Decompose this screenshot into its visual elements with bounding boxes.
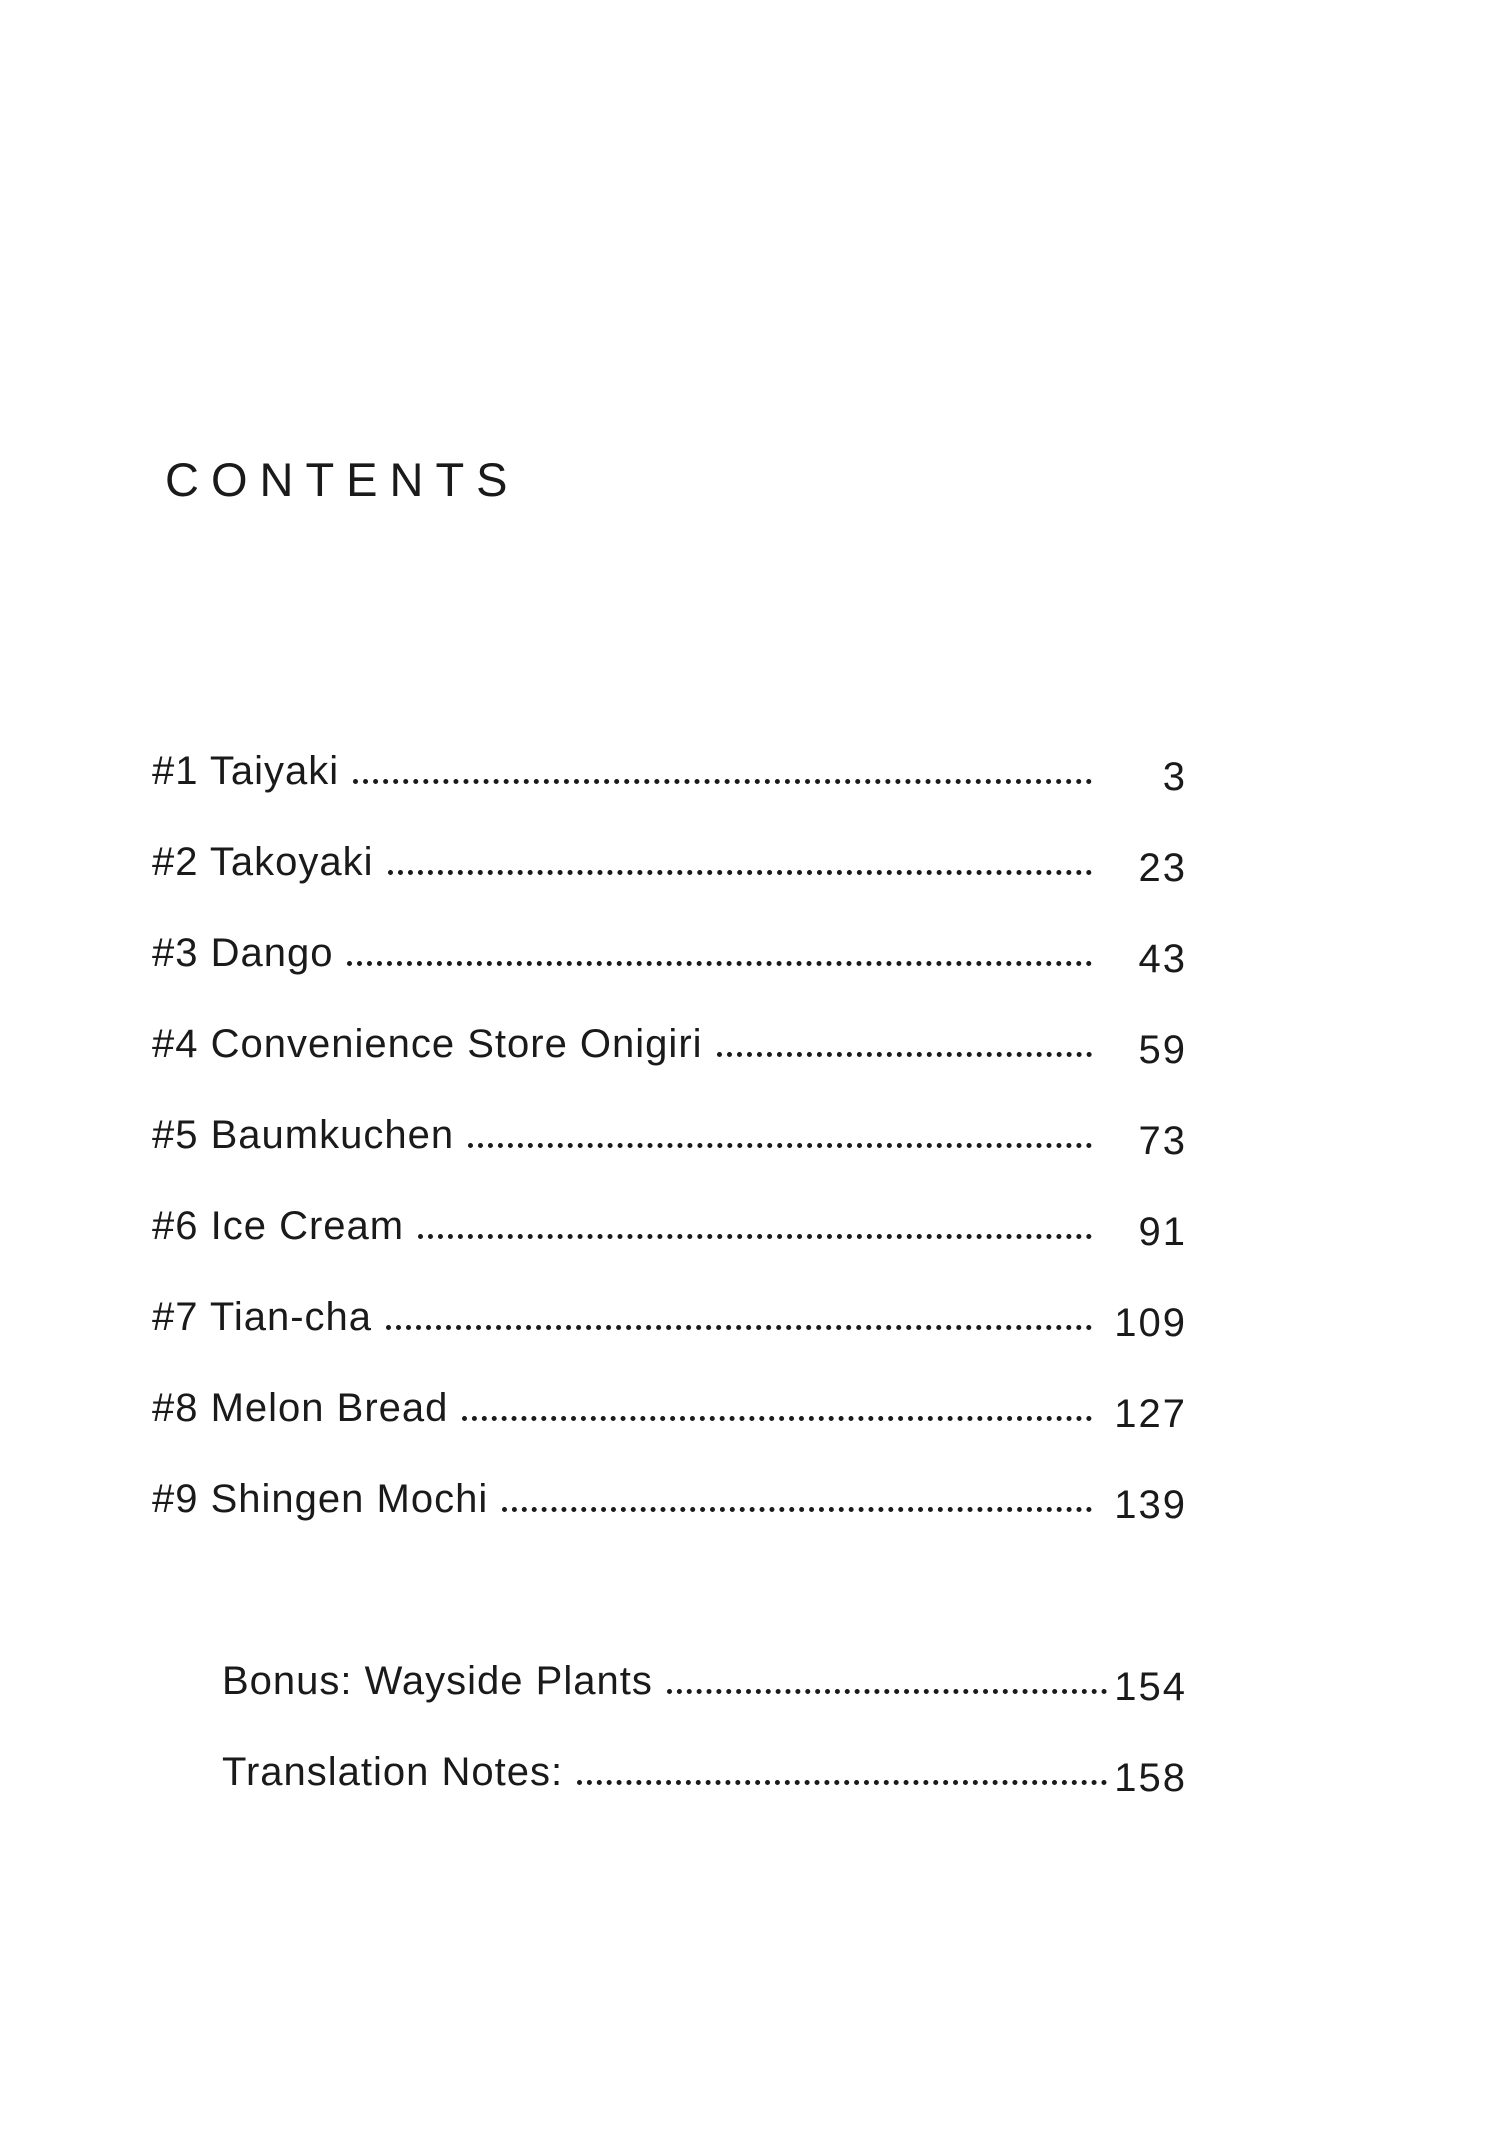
toc-entry-page: 127 [1114, 1392, 1187, 1436]
toc-entry-page: 59 [1138, 1028, 1187, 1072]
toc-entry-2[interactable] [152, 791, 1187, 890]
dot-leader [717, 1052, 1092, 1057]
dot-leader [418, 1234, 1092, 1239]
toc-entry-1[interactable] [152, 700, 1187, 799]
toc-entry-label: #9 Shingen Mochi [152, 1477, 489, 1521]
toc-entry-label: #1 Taiyaki [152, 749, 340, 793]
dot-leader [462, 1416, 1092, 1421]
toc-entry-page: 139 [1114, 1483, 1187, 1527]
dot-leader [468, 1143, 1092, 1148]
toc-entry-bonus[interactable] [222, 1610, 1187, 1709]
toc-entry-page: 109 [1114, 1301, 1187, 1345]
toc-entry-label: #8 Melon Bread [152, 1386, 449, 1430]
toc-entry-label: #6 Ice Cream [152, 1204, 405, 1248]
dot-leader [388, 870, 1092, 875]
toc-entry-label: #5 Baumkuchen [152, 1113, 455, 1157]
toc-entry-label: #3 Dango [152, 931, 334, 975]
toc-entry-5[interactable] [152, 1064, 1187, 1163]
toc-entry-label: #2 Takoyaki [152, 840, 374, 884]
extras-list [222, 1610, 1187, 1800]
toc-entry-page: 91 [1138, 1210, 1187, 1254]
dot-leader [577, 1780, 1107, 1785]
toc-entry-page: 73 [1138, 1119, 1187, 1163]
page-title: CONTENTS [165, 453, 520, 507]
toc-entry-translation-notes[interactable] [222, 1701, 1187, 1800]
toc-entry-label: #4 Convenience Store Onigiri [152, 1022, 703, 1066]
toc-entry-page: 43 [1138, 937, 1187, 981]
toc-entry-page: 154 [1114, 1665, 1187, 1709]
dot-leader [502, 1507, 1092, 1512]
toc-entry-8[interactable] [152, 1337, 1187, 1436]
toc-entry-9[interactable] [152, 1428, 1187, 1527]
toc-entry-4[interactable] [152, 973, 1187, 1072]
dot-leader [667, 1689, 1107, 1694]
dot-leader [347, 961, 1092, 966]
toc-entry-page: 23 [1138, 846, 1187, 890]
toc-entry-page: 3 [1162, 755, 1187, 799]
toc-entry-6[interactable] [152, 1155, 1187, 1254]
dot-leader [353, 779, 1092, 784]
toc-entry-7[interactable] [152, 1246, 1187, 1345]
toc-entry-label: Bonus: Wayside Plants [222, 1659, 653, 1703]
chapter-list [152, 700, 1187, 1527]
toc-entry-3[interactable] [152, 882, 1187, 981]
toc-entry-label: #7 Tian-cha [152, 1295, 373, 1339]
toc-entry-page: 158 [1114, 1756, 1187, 1800]
toc-entry-label: Translation Notes: [222, 1750, 564, 1794]
dot-leader [386, 1325, 1092, 1330]
